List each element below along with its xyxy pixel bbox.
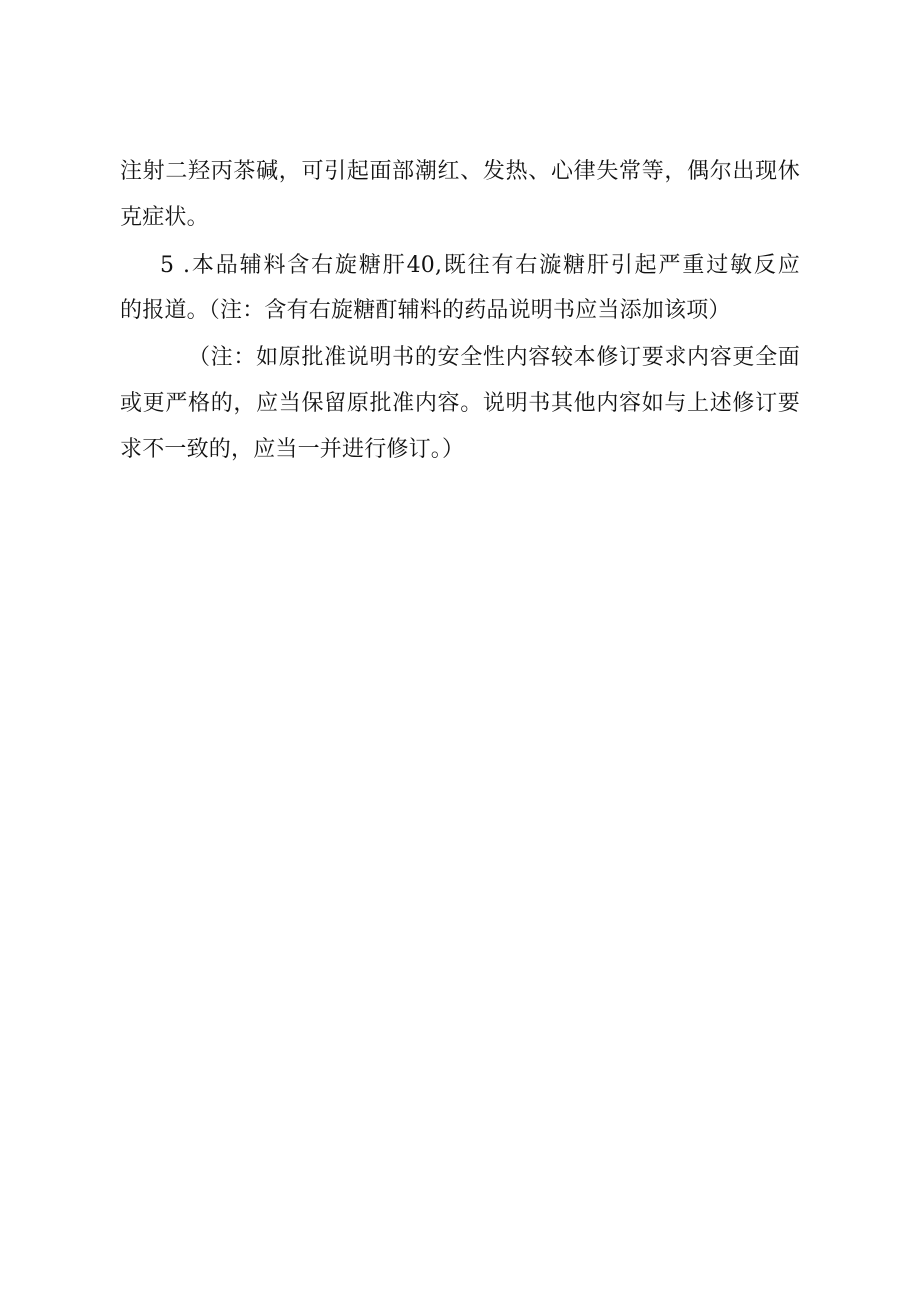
paragraph-line-3: 5 .本品辅料含右旋糖肝40,既往有右漩糖肝引起严重过敏反应 [160,253,800,278]
paragraph-line-4: 的报道。（注：含有右旋糖酊辅料的药品说明书应当添加该项） [120,298,731,323]
paragraph-line-1: 注射二羟丙茶碱，可引起面部潮红、发热、心律失常等，偶尔出现休 [120,159,800,184]
paragraph-line-7: 求不一致的，应当一并进行修订。） [120,437,465,462]
paragraph-line-5: （注：如原批准说明书的安全性内容较本修订要求内容更全面 [188,345,800,370]
paragraph-line-2: 克症状。 [120,205,209,230]
paragraph-line-6: 或更严格的，应当保留原批准内容。说明书其他内容如与上述修订要 [120,391,800,416]
